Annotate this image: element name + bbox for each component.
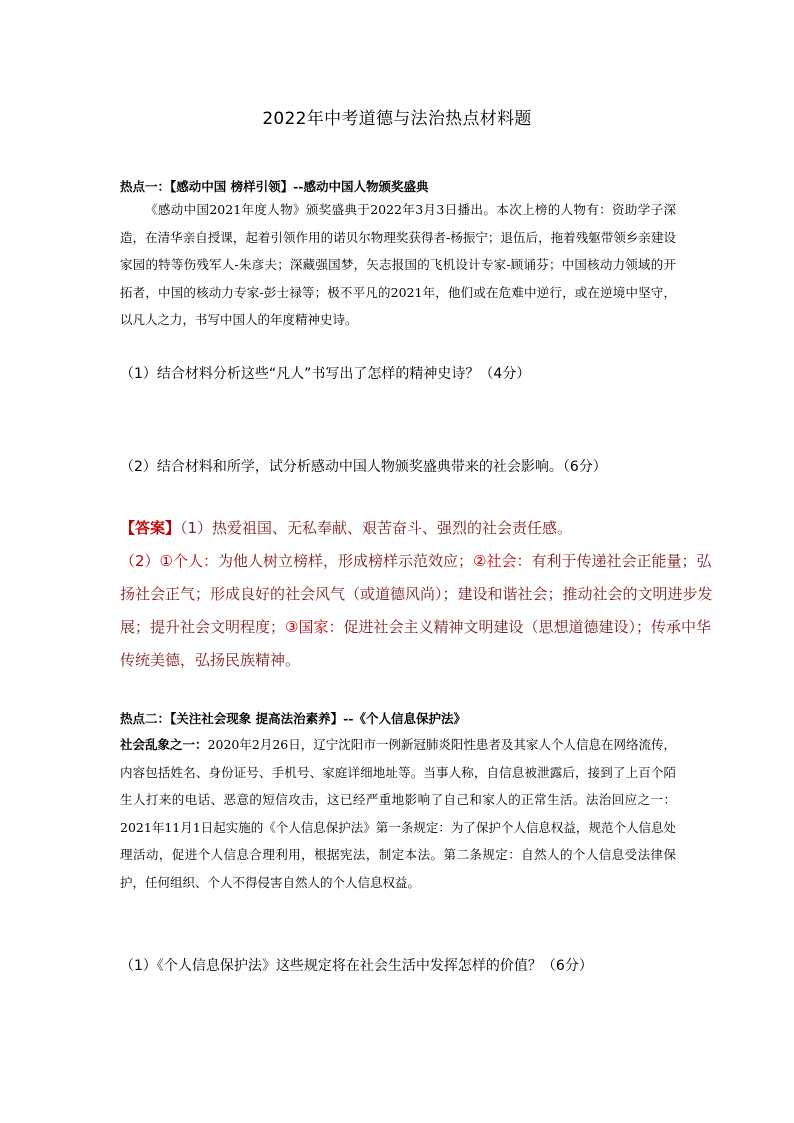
answer-label: 【答案】 (120, 519, 181, 537)
hotspot2-material-lead: 社会乱象之一： (120, 737, 208, 752)
hotspot1-heading: 热点一：【感动中国 榜样引领】--感动中国人物颁奖盛典 (120, 179, 429, 194)
answer-2-prefix: （2） (120, 552, 160, 570)
hotspot2-material-text: 2020年2月26日，辽宁沈阳市一例新冠肺炎阳性患者及其家人个人信息在网络流传，内容包括姓名、身份证号、手机号、家庭详细地址等。当事人称，自信息被泄露后，接到了上百个陌生人打来的电话、恶意的短信攻击，这已经严重地影响了自己和家人的正常生活。法治回应之一：2021年11月1日起实施的《个人信息保护法》第一条规定：为了保护个人信息权益，规范个人信息处理活动，促进个人信息合理利用，根据宪法，制定本法。第二条规定：自然人的个人信息受法律保护，任何组织、个人不得侵害自然人的个人信息权益。 (120, 737, 676, 890)
answer-line-5: 传统美德，弘扬民族精神。 (120, 651, 301, 669)
hotspot1-question-2: （2）结合材料和所学，试分析感动中国人物颁奖盛典带来的社会影响。（6分） (120, 459, 607, 475)
answer-2-key-1: ①个人： (159, 552, 218, 570)
answer-1: （1）热爱祖国、无私奉献、艰苦奋斗、强烈的社会责任感。 (180, 519, 573, 537)
answer-2-key-3: ③国家： (285, 618, 344, 636)
answer-2-text-2c: 展；提升社会文明程度； (120, 618, 286, 636)
hotspot2-heading: 热点二：【关注社会现象 提高法治素养】--《个人信息保护法》 (120, 711, 466, 726)
hotspot2-question-1: （1）《个人信息保护法》这些规定将在社会生活中发挥怎样的价值？（6分） (120, 958, 593, 974)
answer-2-text-3a: 促进社会主义精神文明建设（思想道德建设）；传承中华 (343, 618, 711, 636)
answer-line-1 (120, 512, 676, 545)
hotspot2-material (120, 731, 676, 896)
answer-2-text-2a: 有利于传递社会正能量；弘 (531, 552, 712, 570)
page-title: 2022年中考道德与法治热点材料题 (262, 109, 532, 129)
hotspot1-material: 《感动中国2021年度人物》颁奖盛典于2022年3月3日播出。本次上榜的人物有：资助学子深造，在清华亲自授课，起着引领作用的诺贝尔物理奖获得者-杨振宁；退伍后，拖着残躯带领乡亲建设家园的特等伤残军人-朱彦夫；深藏强国梦，矢志报国的飞机设计专家-顾诵芬；中国核动力领域的开拓者，中国的核动力专家-彭士禄等；极不平凡的2021年，他们或在危难中逆行，或在逆境中坚守，以凡人之力，书写中国人的年度精神史诗。 (120, 202, 676, 327)
answer-2-key-2: ②社会： (473, 552, 532, 570)
answer-2-text-1: 为他人树立榜样，形成榜样示范效应； (218, 552, 474, 570)
hotspot1-question-1: （1）结合材料分析这些“凡人”书写出了怎样的精神史诗？（4分） (120, 366, 531, 382)
answer-line-2 (120, 545, 712, 578)
answer-line-4 (120, 611, 711, 644)
hotspot1-answer (120, 512, 713, 677)
answer-line-3: 扬社会正气；形成良好的社会风气（或道德风尚）；建设和谐社会；推动社会的文明进步发 (120, 585, 713, 603)
